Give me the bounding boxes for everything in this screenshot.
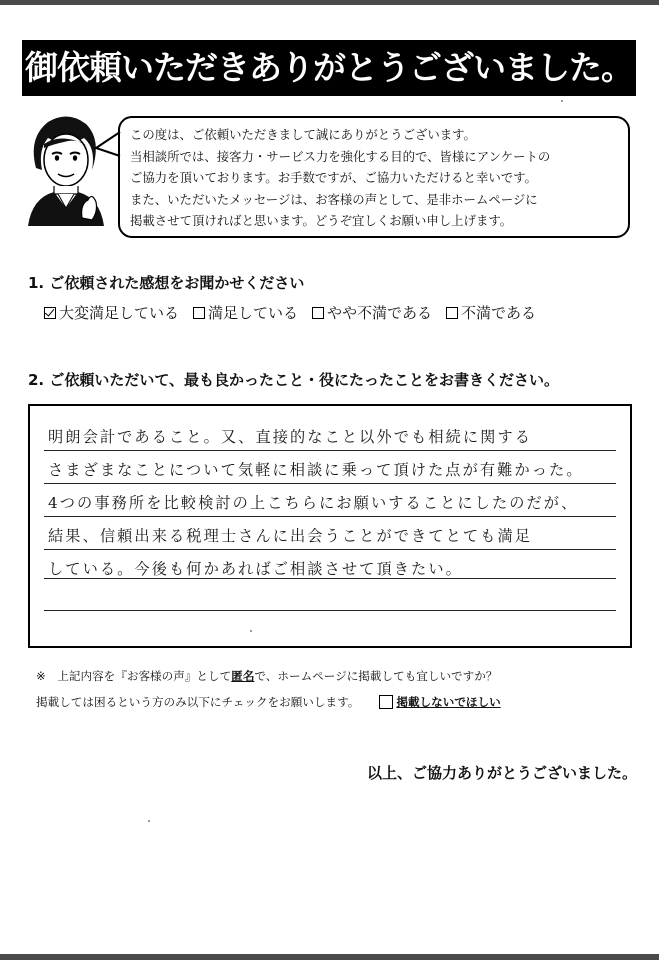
scan-speck [561, 100, 563, 102]
option-label: やや不満である [327, 304, 433, 322]
ruled-line [44, 578, 616, 579]
question-2-heading: 2. ご依頼いただいて、最も良かったこと・役にたったことをお書きください。 [28, 371, 560, 389]
intro-line: 掲載させて頂ければと思います。どうぞ宜しくお願い申し上げます。 [130, 213, 513, 228]
consent-instruction [36, 694, 501, 710]
ruled-line [44, 450, 616, 451]
page-title: 御依頼いただきありがとうございました。 [22, 40, 636, 96]
consent-text: ※ 上記内容を『お客様の声』として [36, 669, 232, 683]
option-label: 満足している [208, 304, 299, 322]
option-satisfied[interactable] [193, 302, 298, 323]
instruction-text: 掲載しては困るという方のみ以下にチェックをお願いします。 [36, 695, 360, 709]
bottom-border [0, 954, 659, 960]
checkbox-icon[interactable] [379, 695, 393, 709]
intro-line: また、いただいたメッセージは、お客様の声として、是非ホームページに [130, 191, 538, 207]
intro-line: この度は、ご依頼いただきまして誠にありがとうございます。 [130, 127, 476, 142]
answer-line: している。今後も何かあればご相談させて頂きたい。 [48, 560, 463, 578]
top-border [0, 0, 659, 5]
anonymous-emphasis: 匿名 [231, 669, 255, 683]
scan-speck [250, 630, 252, 632]
checkbox-checked-icon[interactable] [44, 307, 56, 319]
checkbox-icon[interactable] [193, 307, 205, 319]
consent-question [36, 668, 497, 684]
question-1-heading: 1. ご依頼された感想をお聞かせください [28, 274, 305, 292]
intro-message [130, 124, 625, 232]
option-dissatisfied[interactable] [446, 302, 536, 323]
option-label: 大変満足している [59, 304, 180, 322]
intro-line: ご協力を頂いております。お手数ですが、ご協力いただけると幸いです。 [130, 170, 537, 185]
answer-line: 結果、信頼出来る税理士さんに出会うことができてとても満足 [48, 527, 533, 545]
option-label: 不満である [461, 304, 537, 322]
closing-message: 以上、ご協力ありがとうございました。 [366, 764, 637, 782]
answer-line: 明朗会計であること。又、直接的なこと以外でも相続に関する [48, 428, 533, 446]
intro-line: 当相談所では、接客力・サービス力を強化する目的で、皆様にアンケートの [130, 148, 551, 164]
checkbox-icon[interactable] [446, 307, 458, 319]
option-very-satisfied[interactable] [44, 302, 179, 323]
do-not-post-label: 掲載しないでほしい [396, 695, 501, 709]
answer-line: 4つの事務所を比較検討の上こちらにお願いすることにしたのだが、 [48, 494, 579, 512]
question-1-options [44, 302, 536, 323]
checkbox-icon[interactable] [312, 307, 324, 319]
scan-speck [148, 820, 150, 822]
consent-text: で、ホームページに掲載しても宜しいですか？ [254, 669, 498, 683]
option-somewhat-dissatisfied[interactable] [312, 302, 432, 323]
ruled-line [44, 549, 616, 550]
do-not-post-option[interactable] [379, 694, 500, 710]
ruled-line [44, 483, 616, 484]
ruled-line [44, 516, 616, 517]
ruled-line [44, 610, 616, 611]
staff-avatar-illustration [18, 108, 110, 226]
answer-line: さまざまなことについて気軽に相談に乗って頂けた点が有難かった。 [48, 461, 584, 479]
